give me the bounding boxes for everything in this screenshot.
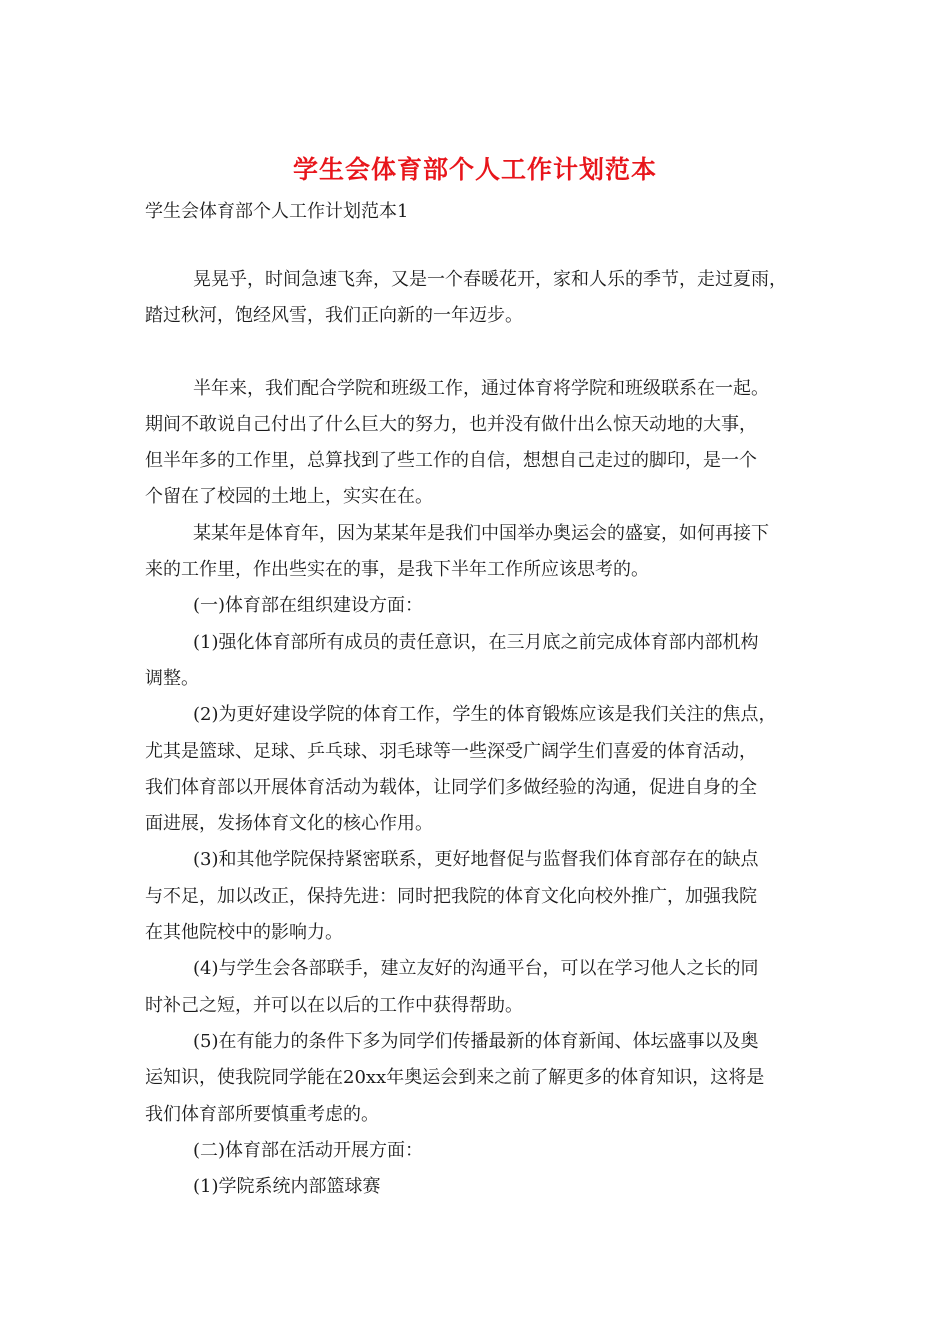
paragraph-line: 踏过秋河，饱经风雪，我们正向新的一年迈步。: [145, 305, 523, 327]
paragraph-line: 来的工作里，作出些实在的事，是我下半年工作所应该思考的。: [145, 559, 649, 581]
paragraph: [145, 516, 807, 589]
paragraph-line: 在其他院校中的影响力。: [145, 922, 343, 944]
paragraph-line: (一)体育部在组织建设方面：: [193, 595, 424, 617]
list-item: [145, 951, 807, 1024]
paragraph-line: 某某年是体育年，因为某某年是我们中国举办奥运会的盛宴，如何再接下: [193, 522, 769, 544]
section-heading: [145, 588, 807, 624]
paragraph-line: (1)学院系统内部篮球赛: [193, 1176, 381, 1198]
document-body: [145, 262, 807, 1205]
list-item: [145, 697, 807, 842]
paragraph-line: (2)为更好建设学院的体育工作，学生的体育锻炼应该是我们关注的焦点，: [193, 704, 777, 726]
paragraph-line: (5)在有能力的条件下多为同学们传播最新的体育新闻、体坛盛事以及奥: [193, 1030, 759, 1052]
paragraph-line: (1)强化体育部所有成员的责任意识，在三月底之前完成体育部内部机构: [193, 631, 759, 653]
paragraph-line: 面进展，发扬体育文化的核心作用。: [145, 813, 433, 835]
document-subtitle: 学生会体育部个人工作计划范本1: [145, 201, 409, 222]
paragraph-line: 半年来，我们配合学院和班级工作，通过体育将学院和班级联系在一起。: [193, 377, 769, 399]
section-heading: [145, 1133, 807, 1169]
paragraph-line: 期间不敢说自己付出了什么巨大的努力，也并没有做什出么惊天动地的大事，: [145, 413, 757, 435]
paragraph-line: (3)和其他学院保持紧密联系，更好地督促与监督我们体育部存在的缺点: [193, 849, 759, 871]
paragraph: [145, 371, 807, 516]
paragraph-line: 与不足，加以改正，保持先进：同时把我院的体育文化向校外推广，加强我院: [145, 885, 757, 907]
list-item: [145, 1169, 807, 1205]
paragraph-line: (二)体育部在活动开展方面：: [193, 1139, 424, 1161]
paragraph-line: 时补己之短，并可以在以后的工作中获得帮助。: [145, 994, 523, 1016]
list-item: [145, 625, 807, 698]
document-title: 学生会体育部个人工作计划范本: [292, 155, 657, 184]
list-item: [145, 1024, 807, 1133]
paragraph-line: 但半年多的工作里，总算找到了些工作的自信，想想自己走过的脚印，是一个: [145, 450, 757, 472]
paragraph-line: 我们体育部所要慎重考虑的。: [145, 1103, 379, 1125]
paragraph-line: 晃晃乎，时间急速飞奔，又是一个春暖花开，家和人乐的季节，走过夏雨，: [193, 269, 787, 290]
paragraph-line: (4)与学生会各部联手，建立友好的沟通平台，可以在学习他人之长的同: [193, 958, 759, 980]
paragraph: [145, 262, 807, 335]
paragraph-line: 个留在了校园的土地上，实实在在。: [145, 486, 433, 508]
paragraph-line: 我们体育部以开展体育活动为载体，让同学们多做经验的沟通，促进自身的全: [145, 776, 757, 798]
paragraph-line: 运知识，使我院同学能在20xx年奥运会到来之前了解更多的体育知识，这将是: [145, 1067, 765, 1089]
paragraph-line: 尤其是篮球、足球、乒乓球、羽毛球等一些深受广阔学生们喜爱的体育活动，: [145, 740, 757, 762]
paragraph-line: 调整。: [145, 667, 199, 689]
list-item: [145, 842, 807, 951]
